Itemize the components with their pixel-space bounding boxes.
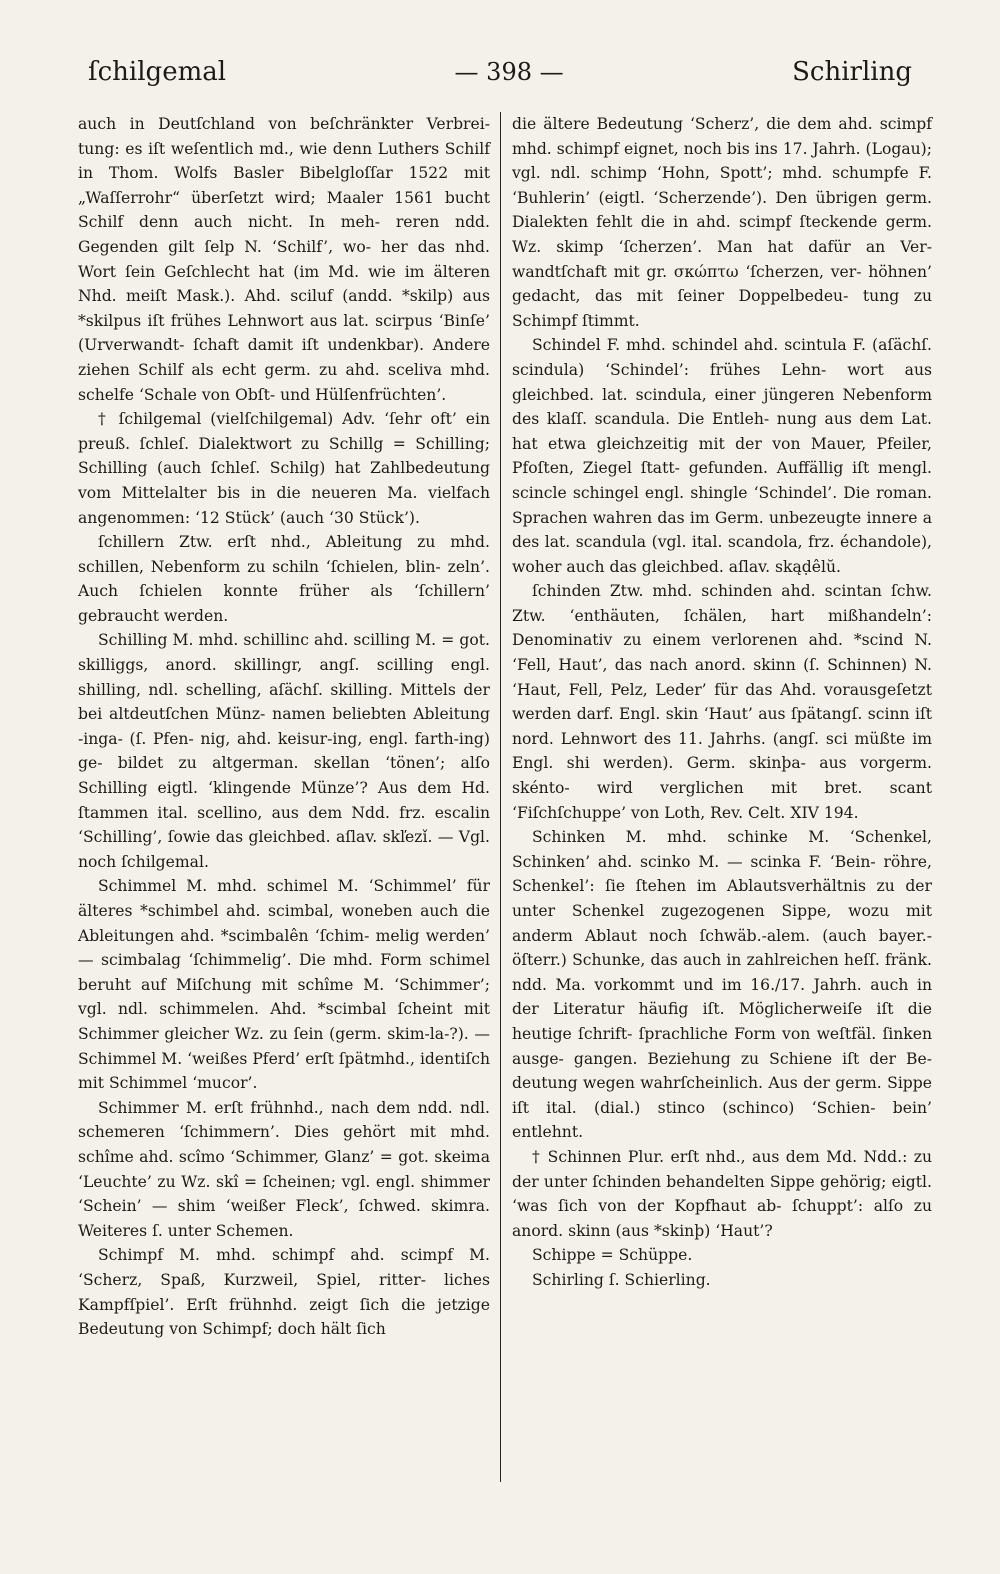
entry-paragraph: Schippe = Schüppe. xyxy=(532,1246,693,1265)
right-column xyxy=(512,112,932,1293)
entry-paragraph: Schimmer M. erſt frühnhd., nach dem ndd. ndl. schemeren ‘ſchimmern’. Dies gehört mit mhd. schîme ahd. scîmo ‘Schimmer, Glanz’ = got. skeima ‘Leuchte’ zu Wz. skî = ſcheinen; vgl. engl. shimmer ‘Schein’ — shim ‘weißer Fleck’, ſchwed. skimra. Weiteres ſ. unter Schemen. xyxy=(78,1098,490,1240)
entry-paragraph: Schindel F. mhd. schindel ahd. scintula F. (aſächſ. scindula) ‘Schindel’: frühes Lehn- wort aus gleichbed. lat. scindula, einer jüngeren Nebenform des klaſſ. scandula. Die Entleh- nung aus dem Lat. hat etwa gleichzeitig mit der von Mauer, Pfeiler, Pfoſten, Ziegel ſtatt- gefunden. Auffällig iſt mengl. scincle schingel engl. shingle ‘Schindel’. Die roman. Sprachen wahren das im Germ. unbezeugte innere a des lat. scandula (vgl. ital. scandola, frz. échandole), woher auch das gleichbed. aſlav. skąḍêlŭ. xyxy=(512,336,932,576)
page-number: — 398 — xyxy=(454,58,564,86)
entry-paragraph: Schimpf M. mhd. schimpf ahd. scimpf M. ‘Scherz, Spaß, Kurzweil, Spiel, ritter- liches Kampfſpiel’. Erſt frühnhd. zeigt ſich die jetzige Bedeutung von Schimpf; doch hält ſich xyxy=(78,1246,490,1339)
entry-paragraph: † Schinnen Plur. erſt nhd., aus dem Md. Ndd.: zu der unter ſchinden behandelten Sippe gehörig; eigtl. ‘was ſich von der Kopfhaut ab- ſchuppt’: alſo zu anord. skinn (aus *skinþ) ‘Haut’? xyxy=(512,1147,932,1240)
left-column xyxy=(78,112,490,1342)
entry-paragraph: ſchillern Ztw. erſt nhd., Ableitung zu mhd. schillen, Nebenform zu schiln ‘ſchielen, blin- zeln’. Auch ſchielen konnte früher als ‘ſchillern’ gebraucht werden. xyxy=(78,533,490,625)
entry-paragraph: ſchinden Ztw. mhd. schinden ahd. scintan ſchw. Ztw. ‘enthäuten, ſchälen, hart mißhandeln’: Denominativ zu einem verlorenen ahd. *scind N. ‘Fell, Haut’, das nach anord. skinn (ſ. Schinnen) N. ‘Haut, Fell, Pelz, Leder’ für das Ahd. vorausgeſetzt werden darf. Engl. skin ‘Haut’ aus ſpätangſ. scinn iſt nord. Lehnwort des 11. Jahrhs. (angſ. sci müßte im Engl. shi werden). Germ. skinþa- aus vorgerm. skénto- wird verglichen mit bret. scant ‘Fiſchſchuppe’ von Loth, Rev. Celt. XIV 194. xyxy=(512,582,932,822)
entry-paragraph: auch in Deutſchland von beſchränkter Verbrei- tung: es iſt weſentlich md., wie denn Luthers Schilf in Thom. Wolfs Basler Bibelgloſſar 1522 mit „Waſſerrohr“ überſetzt wird; Maaler 1561 bucht Schilf denn auch nicht. In meh- reren ndd. Gegenden gilt ſelp N. ‘Schilf’, wo- her das nhd. Wort ſein Geſchlecht hat (im Md. wie im älteren Nhd. meiſt Mask.). Ahd. sciluf (andd. *skilp) aus *skilpus iſt frühes Lehnwort aus lat. scirpus ‘Binſe’ (Urverwandt- ſchaft damit iſt undenkbar). Andere ziehen Schilf als echt germ. zu ahd. sceliva mhd. schelfe ‘Schale von Obſt- und Hülſenfrüchten’. xyxy=(78,115,490,404)
column-divider xyxy=(500,112,501,1482)
entry-paragraph: Schimmel M. mhd. schimel M. ‘Schimmel’ für älteres *schimbel ahd. scimbal, woneben auch die Ableitungen ahd. *scimbalên ‘ſchim- melig werden’ — scimbalag ‘ſchimmelig’. Die mhd. Form schimel beruht auf Miſchung mit schîme M. ‘Schimmer’; vgl. ndl. schimmelen. Ahd. *scimbal ſcheint mit Schimmer gleicher Wz. zu ſein (germ. skim-la-?). — Schimmel M. ‘weißes Pferd’ erſt ſpätmhd., identiſch mit Schimmel ‘mucor’. xyxy=(78,877,490,1093)
header-right-catchword: Schirling xyxy=(792,57,912,87)
page-header xyxy=(88,50,912,94)
entry-paragraph: † ſchilgemal (vielſchilgemal) Adv. ‘ſehr oft’ ein preuß. ſchleſ. Dialektwort zu Schillg = Schilling; Schilling (auch ſchleſ. Schilg) hat Zahlbedeutung vom Mittelalter bis in die neueren Ma. vielfach angenommen: ‘12 Stück’ (auch ‘30 Stück’). xyxy=(78,410,490,527)
header-left-catchword: ſchilgemal xyxy=(88,57,227,87)
entry-paragraph: Schirling ſ. Schierling. xyxy=(532,1270,711,1289)
entry-paragraph: Schinken M. mhd. schinke M. ‘Schenkel, Schinken’ ahd. scinko M. — scinka F. ‘Bein- röhre, Schenkel’: ſie ſtehen im Ablautsverhältnis zu der unter Schenkel zugezogenen Sippe, wozu mit anderm Ablaut noch ſchwäb.-alem. (auch bayer.-öſterr.) Schunke, das auch in zahlreichen heſſ. fränk. ndd. Ma. vorkommt und im 16./17. Jahrh. auch in der Literatur häufig iſt. Möglicherweiſe iſt die heutige ſchrift- ſprachliche Form von weſtfäl. ſinken ausge- gangen. Beziehung zu Schiene iſt der Be- deutung wegen wahrſcheinlich. Aus der germ. Sippe iſt ital. (dial.) stinco (schinco) ‘Schien- bein’ entlehnt. xyxy=(512,828,932,1142)
entry-paragraph: Schilling M. mhd. schillinc ahd. scilling M. = got. skilliggs, anord. skillingr, angſ. scilling engl. shilling, ndl. schelling, aſächſ. skilling. Mittels der bei altdeutſchen Münz- namen beliebten Ableitung -inga- (ſ. Pfen- nig, ahd. keisur-ing, engl. farth-ing) ge- bildet zu altgerman. skellan ‘tönen’; alſo Schilling eigtl. ‘klingende Münze’? Aus dem Hd. ſtammen ital. scellino, aus dem Ndd. frz. escalin ‘Schilling’, ſowie das gleichbed. aſlav. skľezǐ. — Vgl. noch ſchilgemal. xyxy=(78,631,490,871)
entry-paragraph: die ältere Bedeutung ‘Scherz’, die dem ahd. scimpf mhd. schimpf eignet, noch bis ins 17. Jahrh. (Logau); vgl. ndl. schimp ‘Hohn, Spott’; mhd. schumpfe F. ‘Buhlerin’ (eigtl. ‘Scherzende’). Den übrigen germ. Dialekten fehlt die in ahd. scimpf ſteckende germ. Wz. skimp ‘ſcherzen’. Man hat dafür an Ver- wandtſchaft mit gr. σκώπτω ‘ſcherzen, ver- höhnen’ gedacht, das mit ſeiner Doppelbedeu- tung zu Schimpf ſtimmt. xyxy=(512,115,932,330)
